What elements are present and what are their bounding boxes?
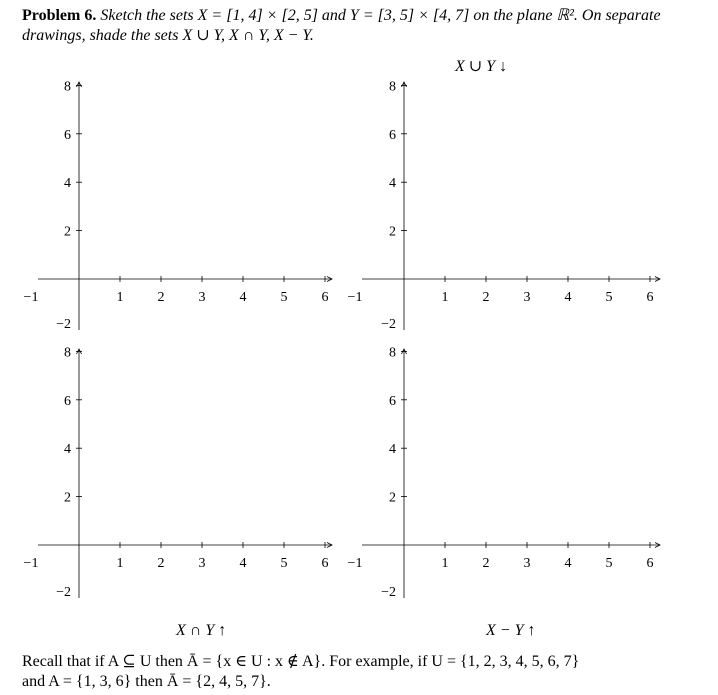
x-tick-label: 3 [198,290,206,305]
recall-note [22,652,712,692]
y-tick-label: 2 [64,490,71,506]
plot-top-right [348,79,660,332]
x-tick-label: 1 [441,290,449,305]
y-tick-label: 4 [389,176,396,192]
x-tick-label: 5 [280,556,288,571]
caption-difference: X − Y ↑ [486,622,536,639]
x-tick-label: 4 [564,290,572,305]
plot-top-left [24,79,332,332]
x-tick-label: 4 [564,556,572,571]
y-tick-label: 4 [64,442,71,458]
y-tick-label: 6 [389,127,396,143]
y-tick-label: 6 [389,393,396,409]
y-tick-label: 8 [389,79,396,95]
x-tick-label: 5 [605,290,613,305]
y-tick-label: 2 [389,490,396,506]
recall-line-1: Recall that if A ⊆ U then Ā = {x ∈ U : x ∉ A}. For example, if U = {1, 2, 3, 4, 5, 6, 7} [22,653,580,670]
y-tick-label: −2 [56,317,71,332]
x-tick-label: 4 [239,290,247,305]
x-tick-label: −1 [23,290,39,305]
plot-bottom-right [348,345,660,600]
y-tick-label: −2 [381,317,396,332]
y-tick-label: 8 [389,345,396,361]
x-tick-label: 6 [646,290,654,305]
x-tick-label: 1 [116,556,124,571]
x-tick-label: 2 [482,556,490,571]
x-tick-label: 5 [280,290,288,305]
x-tick-label: 6 [321,290,329,305]
y-tick-label: −2 [56,585,71,600]
x-tick-label: 4 [239,556,247,571]
y-tick-label: 8 [64,345,71,361]
problem-text: Sketch the sets X = [1, 4] × [2, 5] and Y = [3, 5] × [4, 7] on the plane ℝ². On separate drawings, shade the sets X ∪ Y, X ∩ Y, X − Y. [22,7,661,44]
y-tick-label: −2 [381,585,396,600]
x-tick-label: −1 [23,556,39,571]
y-tick-label: 4 [389,442,396,458]
x-tick-label: 1 [441,556,449,571]
x-tick-label: −1 [347,556,363,571]
y-tick-label: 2 [389,224,396,240]
x-tick-label: 5 [605,556,613,571]
y-tick-label: 8 [64,79,71,95]
x-tick-label: 3 [198,556,206,571]
y-tick-label: 4 [64,176,71,192]
caption-intersection: X ∩ Y ↑ [176,622,227,639]
x-tick-label: 2 [157,556,165,571]
y-tick-label: 6 [64,127,71,143]
x-tick-label: 2 [482,290,490,305]
x-tick-label: 6 [321,556,329,571]
x-tick-label: 2 [157,290,165,305]
y-tick-label: 2 [64,224,71,240]
plot-bottom-left [24,345,332,600]
problem-label: Problem 6. [22,7,97,24]
x-tick-label: 3 [523,290,531,305]
caption-union: X ∪ Y ↓ [455,58,508,75]
x-tick-label: 6 [646,556,654,571]
x-tick-label: −1 [347,290,363,305]
recall-line-2: and A = {1, 3, 6} then Ā = {2, 4, 5, 7}. [22,673,271,690]
x-tick-label: 3 [523,556,531,571]
x-tick-label: 1 [116,290,124,305]
y-tick-label: 6 [64,393,71,409]
